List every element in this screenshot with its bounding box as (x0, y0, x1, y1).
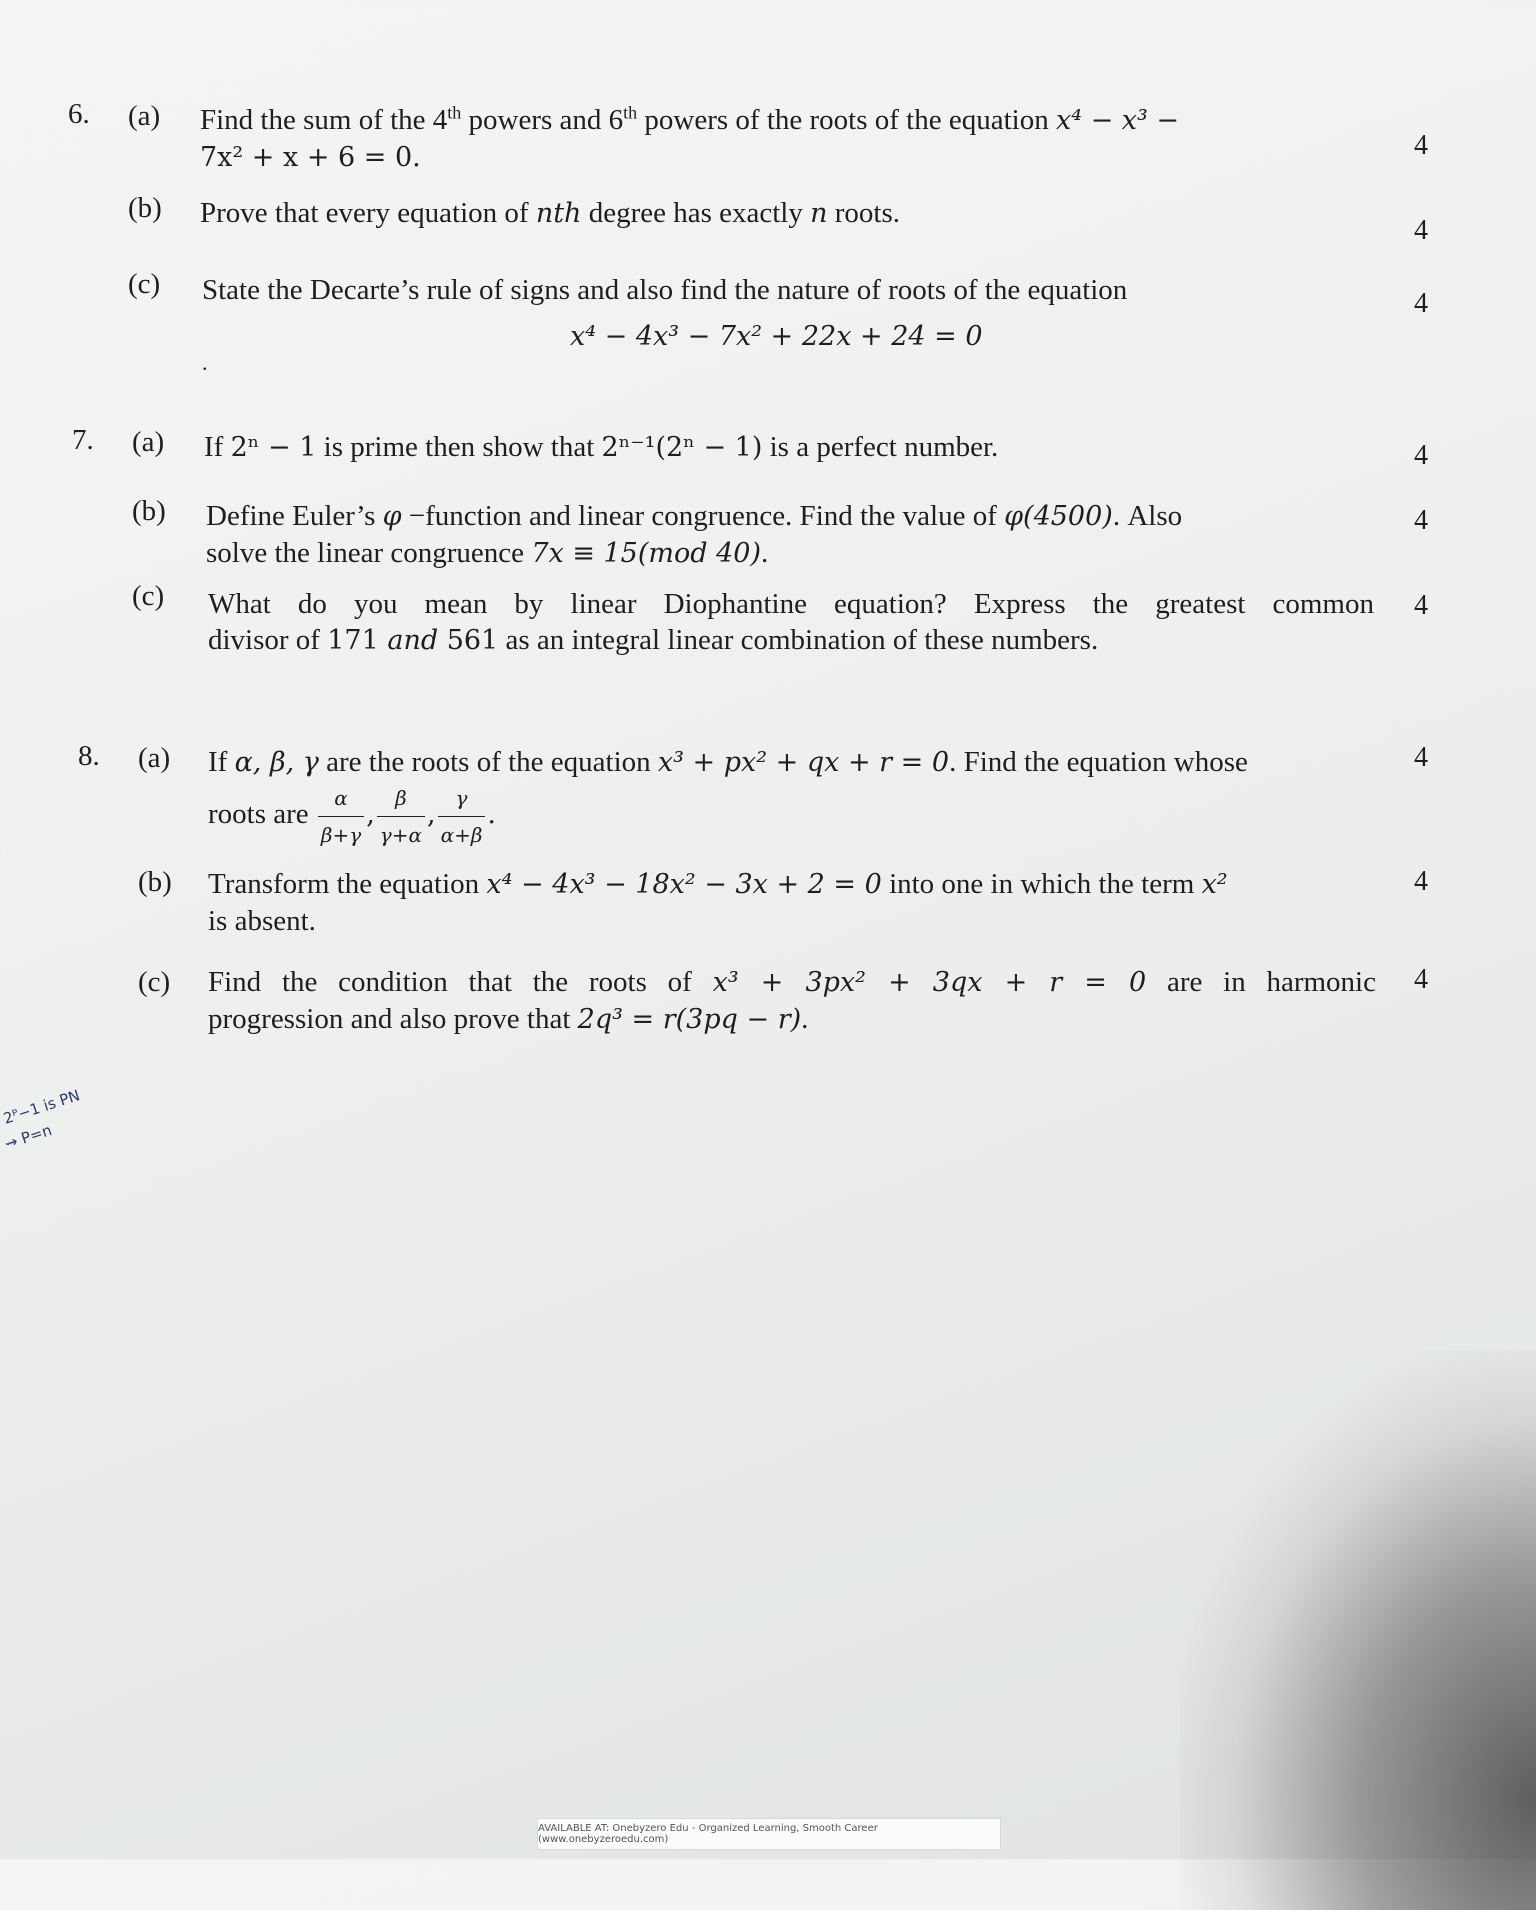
question-6-number: 6. (68, 98, 90, 130)
q8a-line2: roots are $\frac{\alpha}{\beta+\gamma}$ , $\frac{\beta}{\gamma+\alpha}$ , $\frac{\gamma}{\alpha+\beta}$ . (208, 780, 1378, 853)
q6b-marks: 4 (1414, 215, 1428, 246)
q6a-marks: 4 (1414, 130, 1428, 161)
q8b-label: (b) (138, 866, 172, 898)
q6b-label: (b) (128, 192, 162, 224)
q8a-marks: 4 (1414, 742, 1428, 773)
q8c-line1: Find the condition that the roots of x³ + 3px² + 3qx + r = 0 are in harmonic (208, 966, 1376, 998)
q7b-text: Define Euler’s φ −function and linear congruence. Find the value of φ(4500). Also solve the linear congruence 7x ≡ 15(mod 40). (206, 500, 1183, 569)
handwritten-note-line1: 2ᴾ−1 is PN (1, 1086, 82, 1128)
fraction-1: $\frac{\alpha}{\beta+\gamma}$ (318, 780, 364, 853)
q7a-text: If 2ⁿ − 1 is prime then show that 2ⁿ⁻¹(2ⁿ − 1) is a perfect number. (204, 431, 999, 463)
q8c-text: Find the condition that the roots of x³ + 3px² + 3qx + r = 0 are in harmonic progression and also prove that 2q³ = r(3pq − r). (208, 966, 1376, 1035)
q8c-label: (c) (138, 966, 171, 998)
q7b-label: (b) (132, 495, 166, 527)
q6c-text: State the Decarte’s rule of signs and also find the nature of roots of the equation (202, 274, 1128, 306)
q6a-text: Find the sum of the 4th powers and 6th powers of the roots of the equation x⁴ − x³ − 7x² + x + 6 = 0. (200, 102, 1180, 173)
q8a-label: (a) (138, 742, 171, 774)
stray-dot: . (202, 350, 208, 375)
q6c-equation: x⁴ − 4x³ − 7x² + 22x + 24 = 0 (570, 321, 983, 352)
q7a-label: (a) (132, 426, 165, 458)
handwritten-note-line2: ⇝ P=n (2, 1120, 55, 1154)
q6b-text: Prove that every equation of nth degree has exactly n roots. (200, 197, 901, 229)
q6a-label: (a) (128, 100, 161, 132)
q7c-label: (c) (132, 580, 165, 612)
q7c-line1: What do you mean by linear Diophantine equation? Express the greatest common (208, 588, 1374, 620)
q7c-text: What do you mean by linear Diophantine equation? Express the greatest common divisor of 171 and 561 as an integral linear combination of these numbers. (208, 588, 1374, 656)
q8b-text: Transform the equation x⁴ − 4x³ − 18x² − 3x + 2 = 0 into one in which the term x² is absent. (208, 868, 1228, 937)
q7b-marks: 4 (1414, 505, 1428, 536)
q6c-marks: 4 (1414, 288, 1428, 319)
question-8-number: 8. (78, 740, 100, 772)
q7a-marks: 4 (1414, 440, 1428, 471)
q8a-line1: If α, β, γ are the roots of the equation x³ + px² + qx + r = 0. Find the equation whose (208, 746, 1248, 778)
fraction-3: $\frac{\gamma}{\alpha+\beta}$ (438, 780, 486, 853)
question-7-number: 7. (72, 424, 94, 456)
footer-watermark: AVAILABLE AT: Onebyzero Edu - Organized Learning, Smooth Career (www.onebyzeroedu.com) (537, 1818, 1001, 1850)
q8b-marks: 4 (1414, 866, 1428, 897)
photo-shadow (1180, 1350, 1536, 1910)
fraction-2: $\frac{\beta}{\gamma+\alpha}$ (377, 780, 425, 853)
q7c-marks: 4 (1414, 590, 1428, 621)
q8c-marks: 4 (1414, 964, 1428, 995)
q6c-label: (c) (128, 268, 161, 300)
